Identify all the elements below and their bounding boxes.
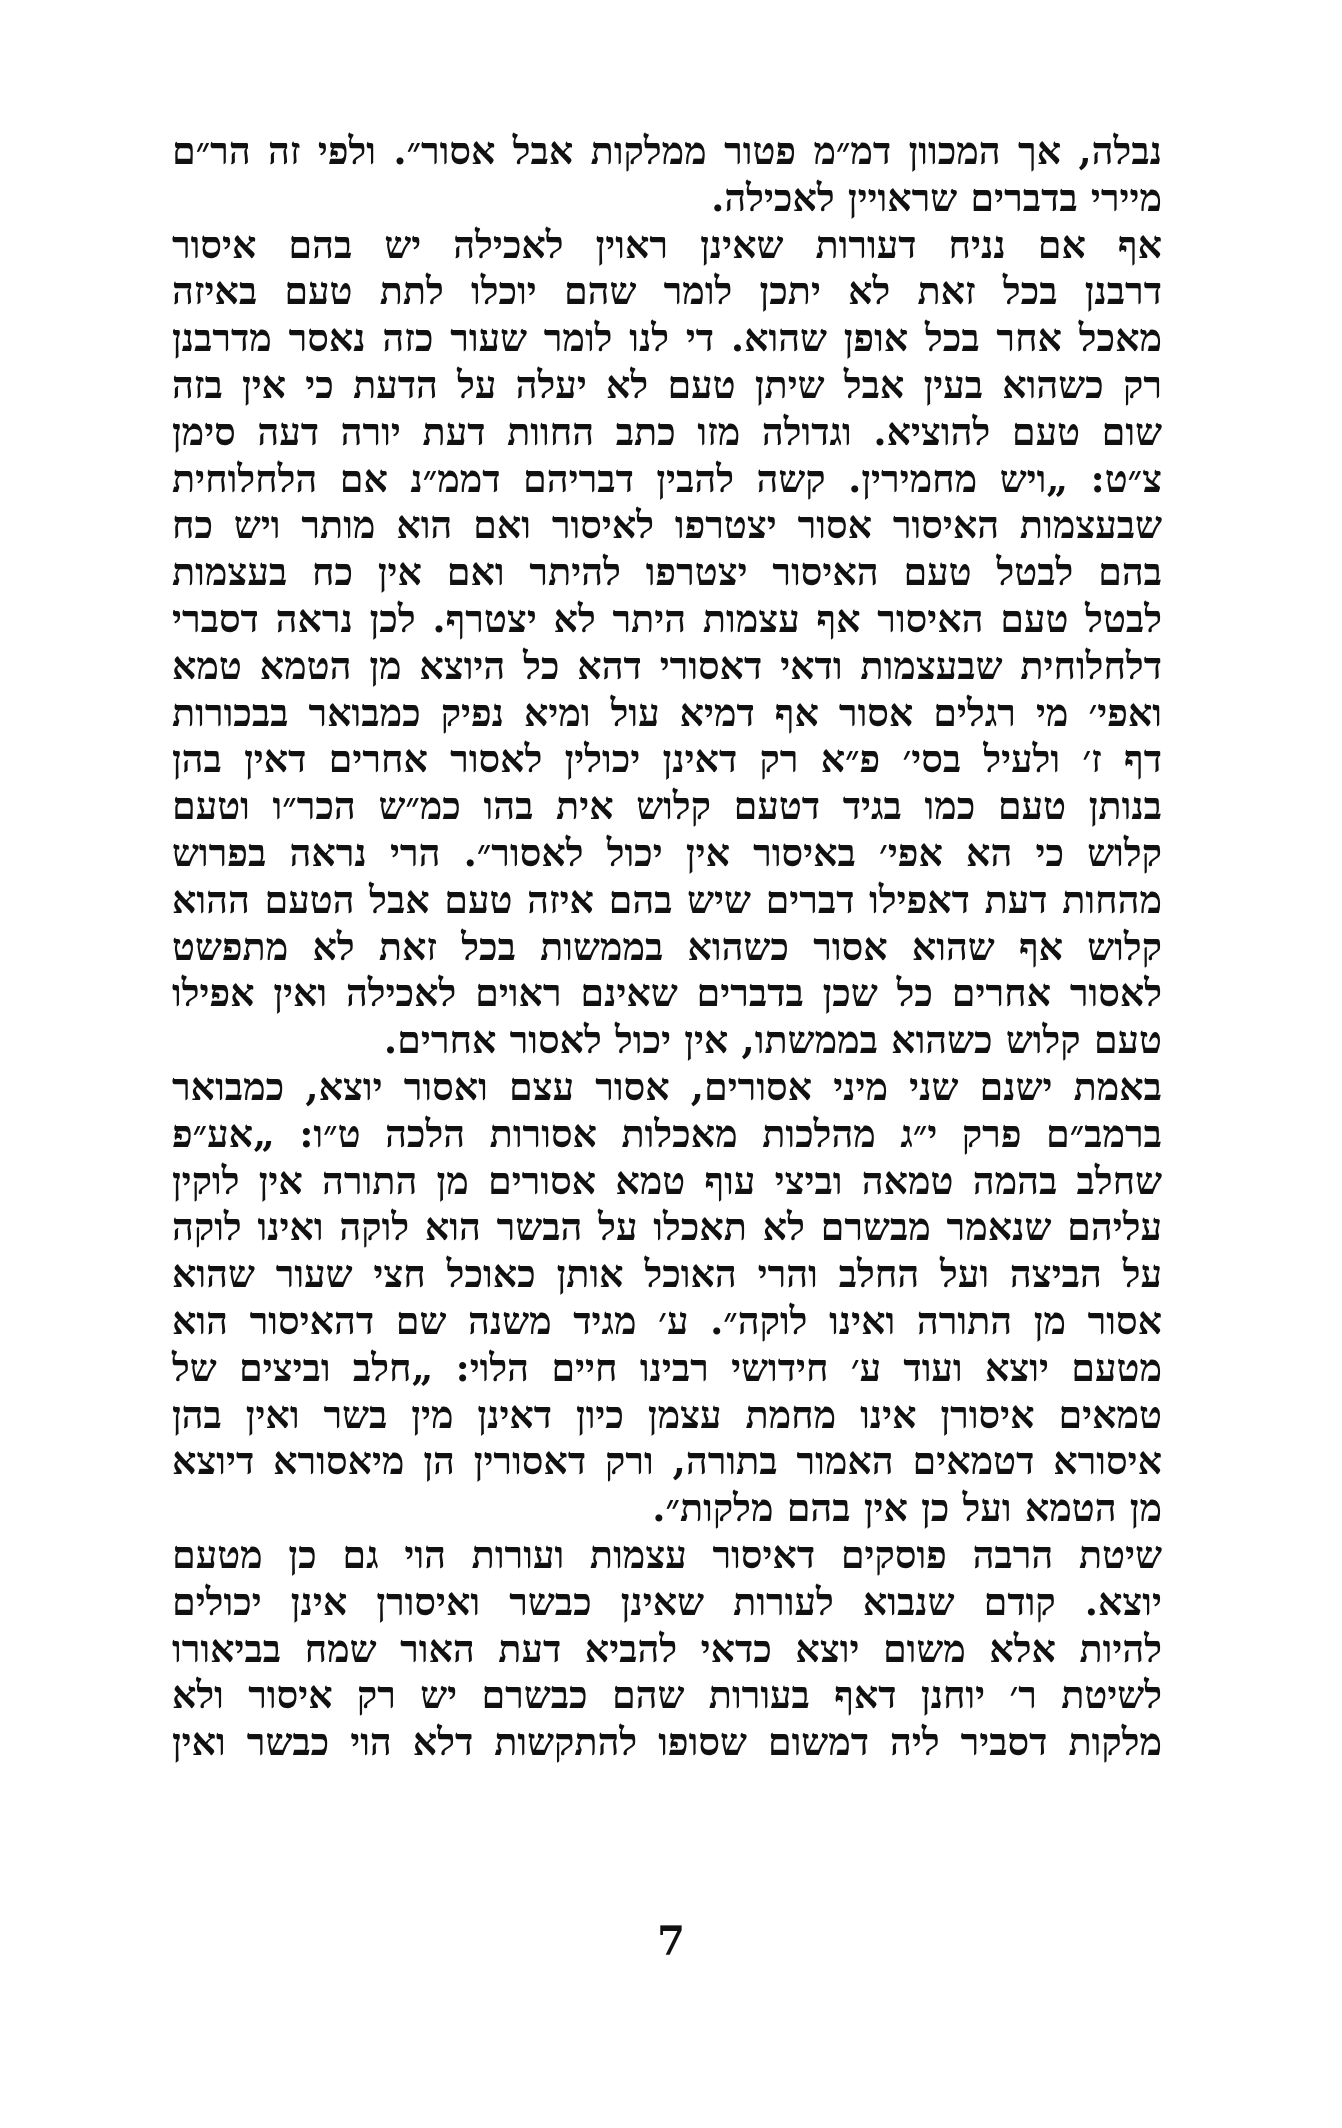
text-line: יוצא. קודם שנבוא לעורות שאינן כבשר ואיסורן אינן יכולים <box>172 1578 1162 1624</box>
page-number: 7 <box>657 1918 685 1965</box>
text-line: מיירי בדברים שראויין לאכילה. <box>711 174 1162 220</box>
text-line: נבלה, אך המכוון דמ״מ פטור ממלקות אבל אסור״. ולפי זה הר״ם <box>172 128 1162 173</box>
text-line: ברמב״ם פרק י״ג מהלכות מאכלות אסורות הלכה ט״ו: „אע״פ <box>172 1110 1162 1156</box>
text-line: מן הטמא ועל כן אין בהם מלקות״. <box>652 1485 1162 1531</box>
text-line: טמאים איסורן אינו מחמת עצמן כיון דאינן מין בשר ואין בהן <box>172 1391 1162 1437</box>
text-line: צ״ט: „ויש מחמירין. קשה להבין דבריהם דממ״נ אם הלחלוחית <box>172 455 1162 501</box>
text-line: מטעם יוצא ועוד ע׳ חידושי רבינו חיים הלוי: „חלב וביצים של <box>172 1344 1162 1390</box>
text-line: שבעצמות האיסור אסור יצטרפו לאיסור ואם הוא מותר ויש כח <box>172 502 1162 548</box>
hebrew-text-body <box>172 128 1162 1766</box>
text-line: קלוש אף שהוא אסור כשהוא בממשות בכל זאת לא מתפשט <box>172 923 1162 969</box>
text-line: מאכל אחר בכל אופן שהוא. די לנו לומר שעור כזה נאסר מדרבנן <box>172 315 1162 361</box>
text-line: דלחלוחית שבעצמות ודאי דאסורי דהא כל היוצא מן הטמא טמא <box>172 642 1162 688</box>
text-line: שחלב בהמה טמאה וביצי עוף טמא אסורים מן התורה אין לוקין <box>172 1157 1162 1203</box>
text-line: קלוש כי הא אפי׳ באיסור אין יכול לאסור״. הרי נראה בפרוש <box>172 829 1162 875</box>
text-line: לשיטת ר׳ יוחנן דאף בעורות שהם כבשרם יש רק איסור ולא <box>172 1672 1162 1718</box>
text-line: מהחות דעת דאפילו דברים שיש בהם איזה טעם אבל הטעם ההוא <box>172 876 1162 922</box>
text-line: על הביצה ועל החלב והרי האוכל אותן כאוכל חצי שעור שהוא <box>172 1251 1162 1297</box>
text-line: לאסור אחרים כל שכן בדברים שאינם ראוים לאכילה ואין אפילו <box>172 970 1162 1016</box>
text-line: שום טעם להוציא. וגדולה מזו כתב החוות דעת יורה דעה סימן <box>172 408 1162 454</box>
text-line: דף ז׳ ולעיל בסי׳ פ״א רק דאינן יכולין לאסור אחרים דאין בהן <box>172 736 1162 782</box>
text-line: בהם לבטל טעם האיסור יצטרפו להיתר ואם אין כח בעצמות <box>172 549 1162 595</box>
text-line: להיות אלא משום יוצא כדאי להביא דעת האור שמח בביאורו <box>172 1625 1162 1671</box>
text-line: אסור מן התורה ואינו לוקה״. ע׳ מגיד משנה שם דהאיסור הוא <box>172 1297 1162 1343</box>
text-line: בנותן טעם כמו בגיד דטעם קלוש אית בהו כמ״ש הכר״ו וטעם <box>172 783 1162 829</box>
text-line: עליהם שנאמר מבשרם לא תאכלו על הבשר הוא לוקה ואינו לוקה <box>172 1204 1162 1250</box>
text-line: אף אם נניח דעורות שאינן ראוין לאכילה יש בהם איסור <box>172 221 1162 267</box>
text-line: איסורא דטמאים האמור בתורה, ורק דאסורין הן מיאסורא דיוצא <box>172 1438 1162 1484</box>
text-line: מלקות דסביר ליה דמשום שסופו להתקשות דלא הוי כבשר ואין <box>172 1719 1162 1765</box>
text-line: רק כשהוא בעין אבל שיתן טעם לא יעלה על הדעת כי אין בזה <box>172 361 1162 407</box>
text-line: שיטת הרבה פוסקים דאיסור עצמות ועורות הוי גם כן מטעם <box>172 1531 1162 1577</box>
text-line: דרבנן בכל זאת לא יתכן לומר שהם יוכלו לתת טעם באיזה <box>172 268 1162 314</box>
text-line: לבטל טעם האיסור אף עצמות היתר לא יצטרף. לכן נראה דסברי <box>172 595 1162 641</box>
text-line: ואפי׳ מי רגלים אסור אף דמיא עול ומיא נפיק כמבואר בבכורות <box>172 689 1162 735</box>
text-line: טעם קלוש כשהוא בממשתו, אין יכול לאסור אחרים. <box>383 1017 1162 1063</box>
text-line: באמת ישנם שני מיני אסורים, אסור עצם ואסור יוצא, כמבואר <box>172 1063 1162 1109</box>
